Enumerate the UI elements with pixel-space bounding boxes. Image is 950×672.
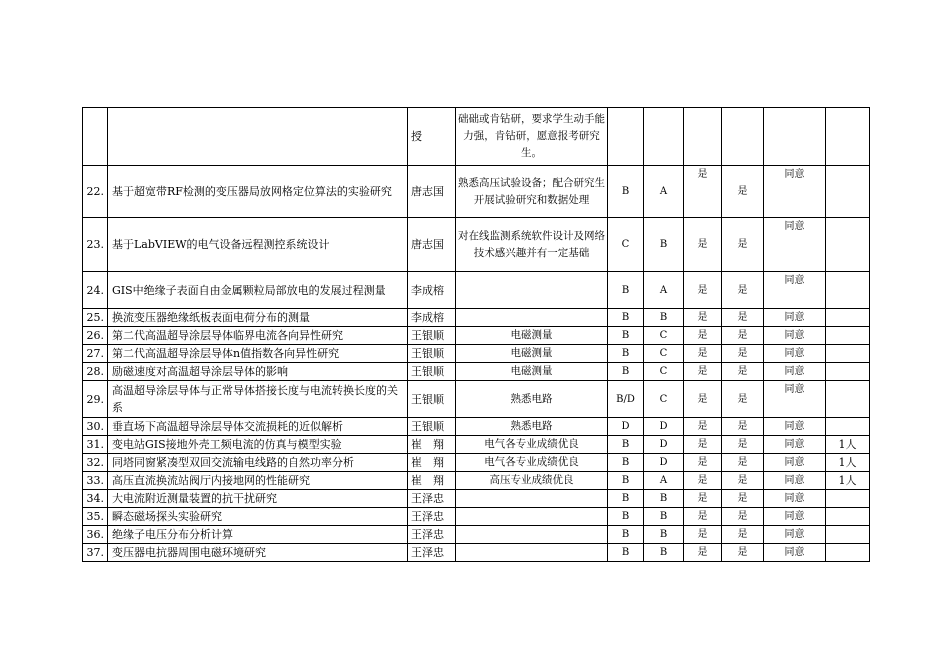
quota-note <box>826 272 870 309</box>
row-number: 25. <box>83 309 108 327</box>
level-2: D <box>644 418 684 436</box>
topic-title: 换流变压器绝缘纸板表面电荷分布的测量 <box>108 309 408 327</box>
level-1: B <box>608 526 644 544</box>
approval: 同意 <box>764 345 826 363</box>
answer-1: 是 <box>684 472 722 490</box>
answer-2: 是 <box>722 166 764 218</box>
row-number: 31. <box>83 436 108 454</box>
answer-2: 是 <box>722 454 764 472</box>
quota-note <box>826 345 870 363</box>
level-1: B/D <box>608 381 644 418</box>
approval: 同意 <box>764 272 826 309</box>
row-number: 33. <box>83 472 108 490</box>
advisor: 王银顺 <box>408 381 456 418</box>
requirement: 熟悉电路 <box>456 418 608 436</box>
level-1: B <box>608 272 644 309</box>
answer-2: 是 <box>722 363 764 381</box>
approval: 同意 <box>764 309 826 327</box>
topic-title: 绝缘子电压分布分析计算 <box>108 526 408 544</box>
topic-title: 大电流附近测量装置的抗干扰研究 <box>108 490 408 508</box>
level-1: C <box>608 218 644 272</box>
answer-2: 是 <box>722 472 764 490</box>
requirement: 电磁测量 <box>456 363 608 381</box>
row-number: 26. <box>83 327 108 345</box>
answer-2: 是 <box>722 218 764 272</box>
answer-2: 是 <box>722 418 764 436</box>
requirement: 础础或肯钻研，要求学生动手能力强，肯钻研，愿意报考研究生。 <box>456 108 608 166</box>
level-1: B <box>608 166 644 218</box>
answer-1: 是 <box>684 418 722 436</box>
quota-note <box>826 381 870 418</box>
level-2: A <box>644 272 684 309</box>
level-2 <box>644 108 684 166</box>
answer-1: 是 <box>684 526 722 544</box>
approval: 同意 <box>764 436 826 454</box>
level-1: D <box>608 418 644 436</box>
advisor: 李成榕 <box>408 272 456 309</box>
quota-note <box>826 418 870 436</box>
advisor: 王银顺 <box>408 363 456 381</box>
answer-1: 是 <box>684 454 722 472</box>
answer-1: 是 <box>684 363 722 381</box>
advisor: 崔 翔 <box>408 436 456 454</box>
requirement <box>456 544 608 562</box>
advisor: 授 <box>408 108 456 166</box>
requirement: 对在线监测系统软件设计及网络技术感兴趣并有一定基础 <box>456 218 608 272</box>
topic-title: GIS中绝缘子表面自由金属颗粒局部放电的发展过程测量 <box>108 272 408 309</box>
quota-note <box>826 309 870 327</box>
level-2: D <box>644 454 684 472</box>
answer-1: 是 <box>684 508 722 526</box>
topic-title <box>108 108 408 166</box>
topic-table <box>82 107 870 562</box>
row-number: 29. <box>83 381 108 418</box>
quota-note <box>826 544 870 562</box>
answer-2: 是 <box>722 436 764 454</box>
answer-2: 是 <box>722 345 764 363</box>
answer-2 <box>722 108 764 166</box>
advisor: 唐志国 <box>408 166 456 218</box>
answer-1: 是 <box>684 436 722 454</box>
level-1: B <box>608 309 644 327</box>
requirement: 电气各专业成绩优良 <box>456 454 608 472</box>
table-row <box>83 508 870 526</box>
answer-1: 是 <box>684 166 722 218</box>
answer-2: 是 <box>722 381 764 418</box>
table-row <box>83 381 870 418</box>
quota-note <box>826 108 870 166</box>
level-2: D <box>644 436 684 454</box>
advisor: 王银顺 <box>408 327 456 345</box>
topic-title: 基于LabVIEW的电气设备远程测控系统设计 <box>108 218 408 272</box>
answer-1: 是 <box>684 327 722 345</box>
requirement: 高压专业成绩优良 <box>456 472 608 490</box>
requirement: 熟悉高压试验设备；配合研究生开展试验研究和数据处理 <box>456 166 608 218</box>
row-number: 30. <box>83 418 108 436</box>
quota-note <box>826 508 870 526</box>
answer-1: 是 <box>684 309 722 327</box>
advisor: 唐志国 <box>408 218 456 272</box>
topic-title: 变压器电抗器周围电磁环境研究 <box>108 544 408 562</box>
approval: 同意 <box>764 381 826 418</box>
table-row <box>83 166 870 218</box>
answer-1 <box>684 108 722 166</box>
approval: 同意 <box>764 472 826 490</box>
table-row <box>83 490 870 508</box>
level-2: A <box>644 166 684 218</box>
table-row <box>83 309 870 327</box>
advisor: 崔 翔 <box>408 472 456 490</box>
advisor: 王泽忠 <box>408 490 456 508</box>
answer-1: 是 <box>684 544 722 562</box>
level-1: B <box>608 454 644 472</box>
answer-1: 是 <box>684 345 722 363</box>
answer-2: 是 <box>722 327 764 345</box>
table-row <box>83 436 870 454</box>
requirement <box>456 490 608 508</box>
level-2: C <box>644 327 684 345</box>
table-row <box>83 218 870 272</box>
quota-note <box>826 526 870 544</box>
requirement <box>456 508 608 526</box>
level-2: B <box>644 544 684 562</box>
row-number: 32. <box>83 454 108 472</box>
advisor: 李成榕 <box>408 309 456 327</box>
level-1: B <box>608 363 644 381</box>
table-row <box>83 363 870 381</box>
answer-2: 是 <box>722 508 764 526</box>
level-2: B <box>644 309 684 327</box>
level-2: C <box>644 345 684 363</box>
topic-title: 瞬态磁场探头实验研究 <box>108 508 408 526</box>
requirement <box>456 526 608 544</box>
quota-note <box>826 363 870 381</box>
advisor: 王泽忠 <box>408 544 456 562</box>
quota-note: 1人 <box>826 472 870 490</box>
level-2: C <box>644 363 684 381</box>
level-1: B <box>608 544 644 562</box>
approval: 同意 <box>764 526 826 544</box>
answer-1: 是 <box>684 272 722 309</box>
level-2: B <box>644 508 684 526</box>
topic-title: 高压直流换流站阀厅内接地网的性能研究 <box>108 472 408 490</box>
table-row <box>83 272 870 309</box>
approval <box>764 108 826 166</box>
row-number: 37. <box>83 544 108 562</box>
quota-note <box>826 218 870 272</box>
row-number: 24. <box>83 272 108 309</box>
advisor: 王银顺 <box>408 418 456 436</box>
level-1: B <box>608 327 644 345</box>
table-row <box>83 108 870 166</box>
quota-note: 1人 <box>826 436 870 454</box>
topic-title: 基于超宽带RF检测的变压器局放网格定位算法的实验研究 <box>108 166 408 218</box>
topic-title: 第二代高温超导涂层导体n值指数各向异性研究 <box>108 345 408 363</box>
row-number: 34. <box>83 490 108 508</box>
approval: 同意 <box>764 544 826 562</box>
quota-note: 1人 <box>826 454 870 472</box>
level-1: B <box>608 508 644 526</box>
approval: 同意 <box>764 418 826 436</box>
level-1: B <box>608 490 644 508</box>
requirement: 电磁测量 <box>456 345 608 363</box>
advisor: 王泽忠 <box>408 526 456 544</box>
requirement: 熟悉电路 <box>456 381 608 418</box>
row-number: 28. <box>83 363 108 381</box>
requirement: 电磁测量 <box>456 327 608 345</box>
answer-2: 是 <box>722 544 764 562</box>
topic-title: 第二代高温超导涂层导体临界电流各向异性研究 <box>108 327 408 345</box>
level-1: B <box>608 472 644 490</box>
level-2: A <box>644 472 684 490</box>
topic-title: 垂直场下高温超导涂层导体交流损耗的近似解析 <box>108 418 408 436</box>
quota-note <box>826 490 870 508</box>
approval: 同意 <box>764 508 826 526</box>
answer-2: 是 <box>722 309 764 327</box>
row-number: 23. <box>83 218 108 272</box>
answer-2: 是 <box>722 272 764 309</box>
level-2: B <box>644 218 684 272</box>
row-number: 35. <box>83 508 108 526</box>
advisor: 王泽忠 <box>408 508 456 526</box>
row-number: 27. <box>83 345 108 363</box>
requirement <box>456 272 608 309</box>
topic-title: 高温超导涂层导体与正常导体搭接长度与电流转换长度的关系 <box>108 381 408 418</box>
table-row <box>83 544 870 562</box>
advisor: 崔 翔 <box>408 454 456 472</box>
answer-2: 是 <box>722 490 764 508</box>
level-2: B <box>644 490 684 508</box>
approval: 同意 <box>764 363 826 381</box>
level-1 <box>608 108 644 166</box>
row-number: 22. <box>83 166 108 218</box>
approval: 同意 <box>764 327 826 345</box>
topic-title: 同塔同窗紧凑型双回交流输电线路的自然功率分析 <box>108 454 408 472</box>
table-row <box>83 454 870 472</box>
row-number <box>83 108 108 166</box>
requirement: 电气各专业成绩优良 <box>456 436 608 454</box>
advisor: 王银顺 <box>408 345 456 363</box>
level-1: B <box>608 436 644 454</box>
row-number: 36. <box>83 526 108 544</box>
approval: 同意 <box>764 490 826 508</box>
table-row <box>83 472 870 490</box>
approval: 同意 <box>764 454 826 472</box>
table-row <box>83 418 870 436</box>
quota-note <box>826 166 870 218</box>
level-1: B <box>608 345 644 363</box>
table-row <box>83 526 870 544</box>
answer-1: 是 <box>684 218 722 272</box>
approval: 同意 <box>764 218 826 272</box>
approval: 同意 <box>764 166 826 218</box>
answer-1: 是 <box>684 381 722 418</box>
table-row <box>83 327 870 345</box>
level-2: B <box>644 526 684 544</box>
table-row <box>83 345 870 363</box>
requirement <box>456 309 608 327</box>
quota-note <box>826 327 870 345</box>
level-2: C <box>644 381 684 418</box>
topic-title: 励磁速度对高温超导涂层导体的影响 <box>108 363 408 381</box>
answer-2: 是 <box>722 526 764 544</box>
answer-1: 是 <box>684 490 722 508</box>
topic-title: 变电站GIS接地外壳工频电流的仿真与模型实验 <box>108 436 408 454</box>
